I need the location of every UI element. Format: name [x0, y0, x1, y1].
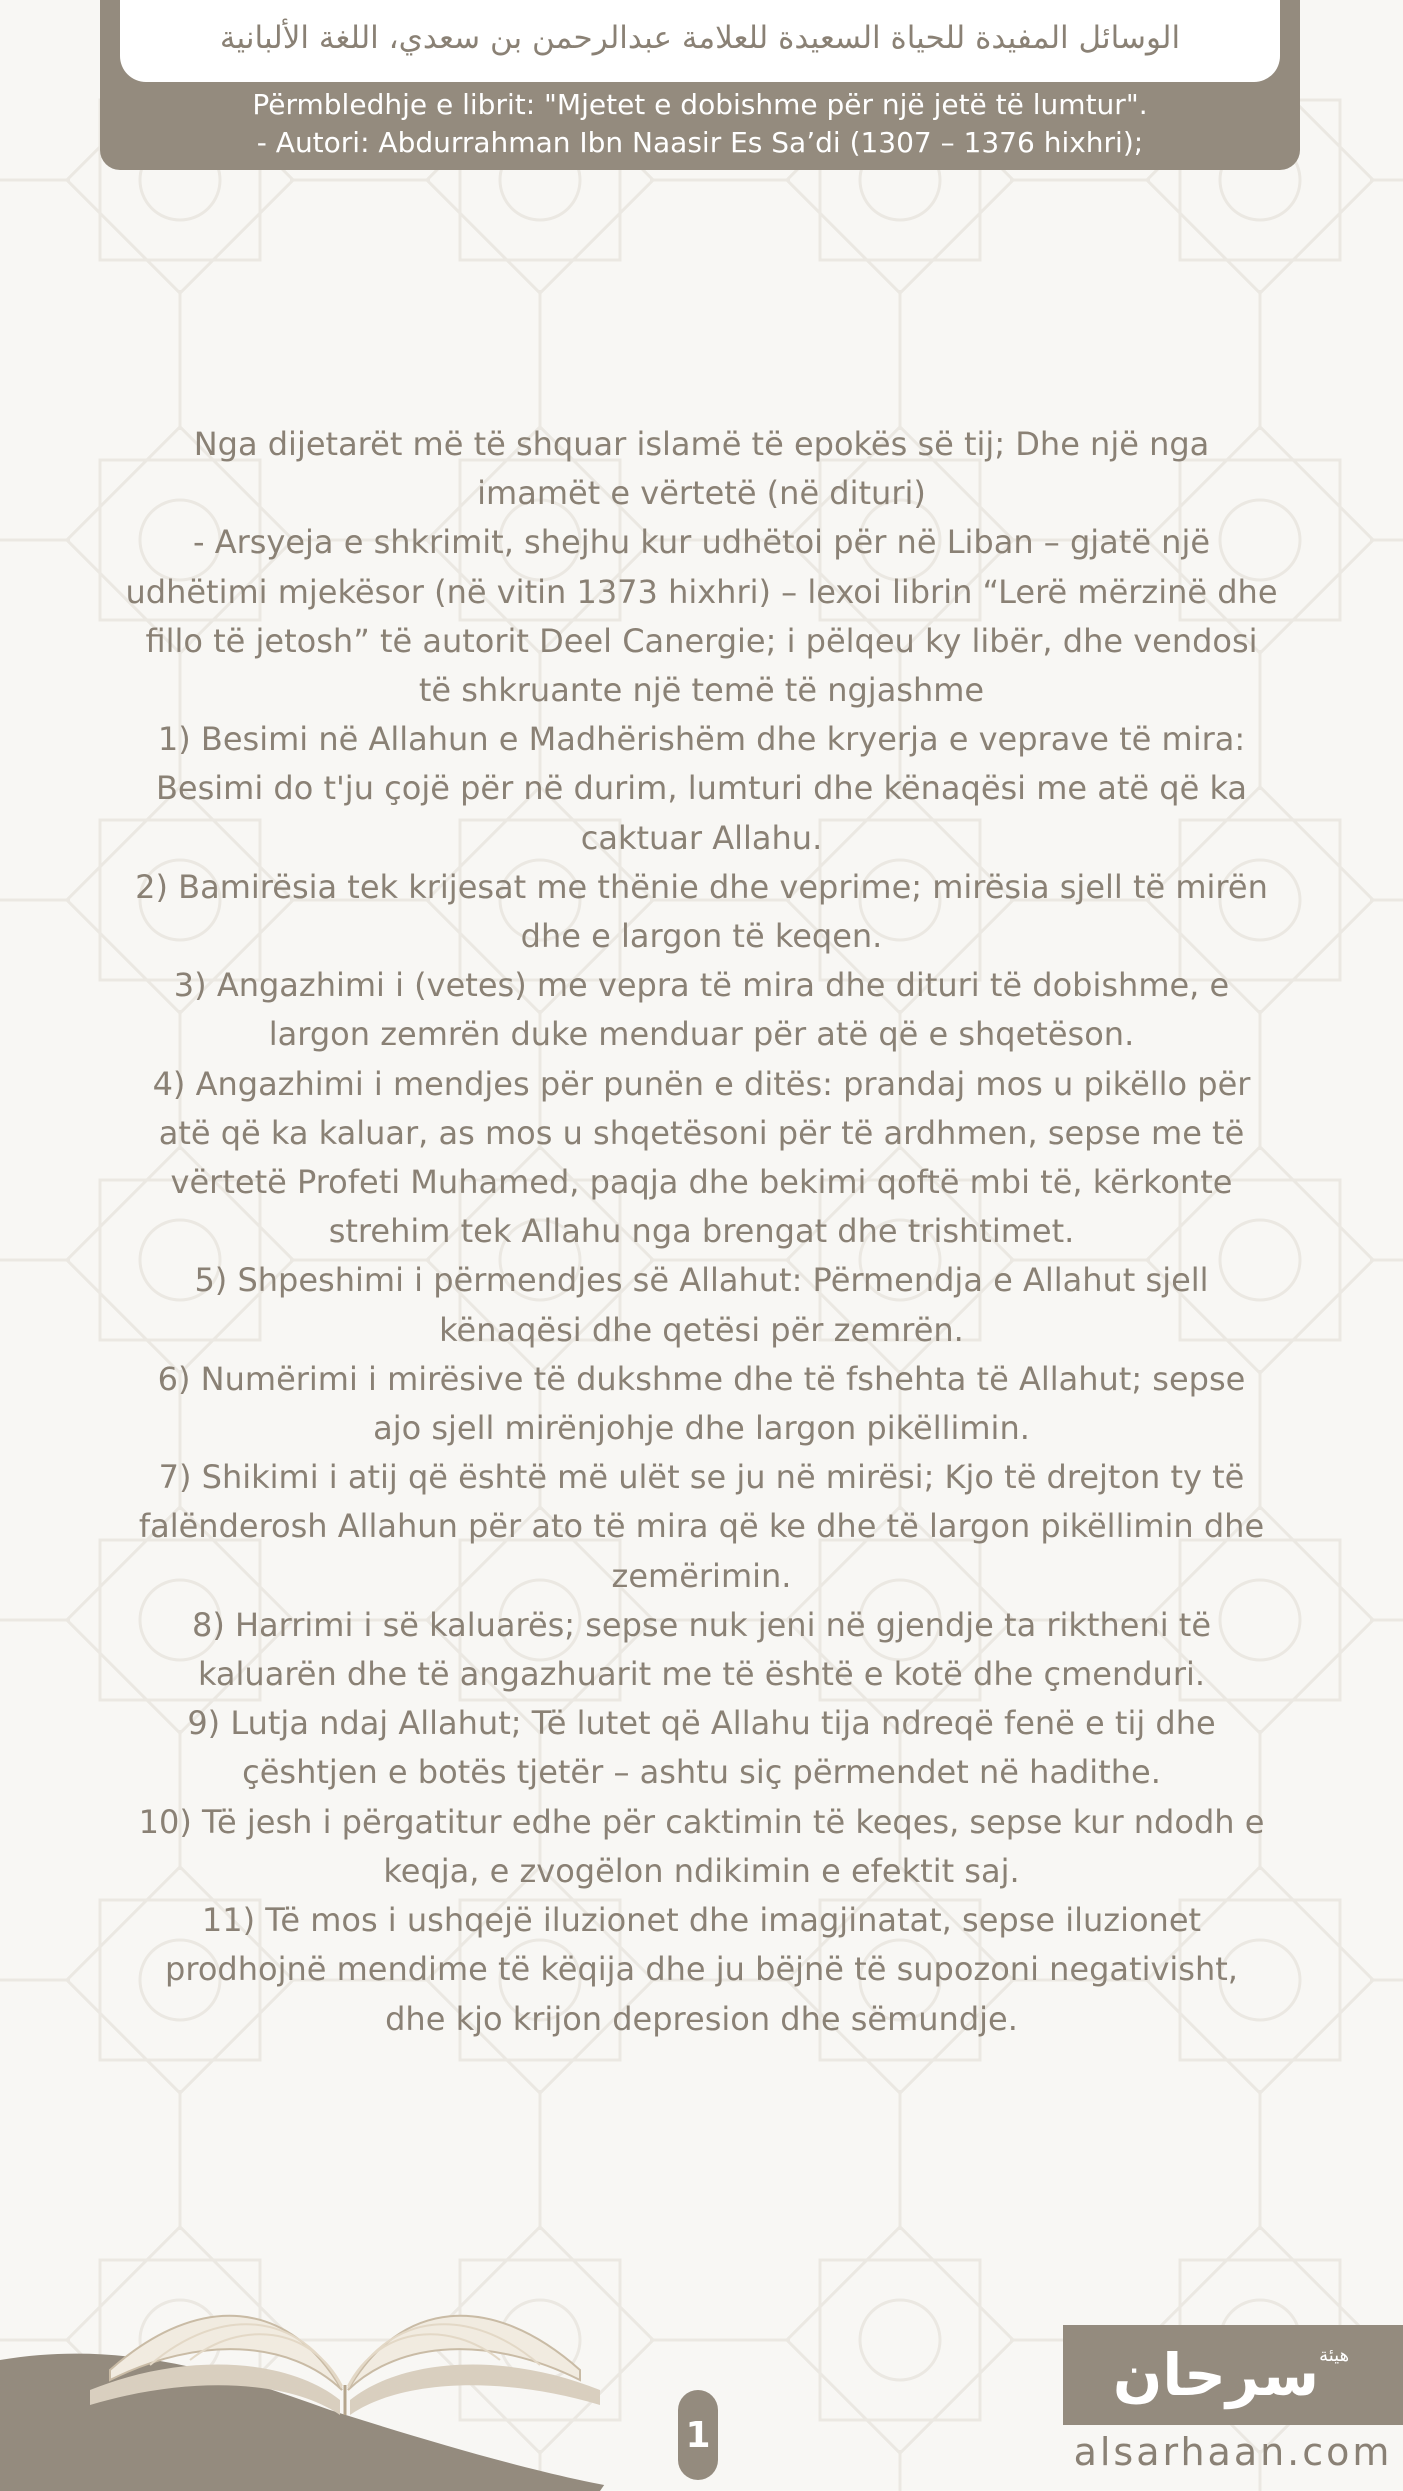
page-number: 1	[678, 2390, 718, 2480]
logo-small-text: هيئة	[1319, 2345, 1350, 2366]
text-line: atë që ka kaluar, as mos u shqetësoni për të ardhmen, sepse me të	[158, 1113, 1245, 1152]
text-line: dhe kjo krijon depresion dhe sëmundje.	[385, 1999, 1018, 2038]
body-text	[60, 420, 1343, 2044]
text-line: - Arsyeja e shkrimit, shejhu kur udhëtoi për në Liban – gjatë një	[192, 523, 1211, 562]
text-line: 2) Bamirësia tek krijesat me thënie dhe veprime; mirësia sjell të mirën	[135, 867, 1268, 906]
text-line: kënaqësi dhe qetësi për zemrën.	[439, 1310, 964, 1349]
header-title-box	[120, 0, 1280, 82]
text-line: falënderosh Allahun për ato të mira që ke dhe të largon pikëllimin dhe	[138, 1507, 1265, 1546]
text-line: imamët e vërtetë (në dituri)	[477, 474, 926, 513]
website-url: alsarhaan.com	[1073, 2430, 1393, 2474]
text-line: 11) Të mos i ushqejë iluzionet dhe imagjinatat, sepse iluzionet	[201, 1901, 1202, 1940]
text-line: 10) Të jesh i përgatitur edhe për caktimin të keqes, sepse kur ndodh e	[138, 1802, 1265, 1841]
text-line: zemërimin.	[611, 1556, 792, 1595]
open-book-icon	[70, 2270, 620, 2420]
text-line: të shkruante një temë të ngjashme	[418, 671, 985, 710]
text-line: Besimi do t'ju çojë për në durim, lumturi dhe kënaqësi me atë që ka	[155, 769, 1248, 808]
text-line: 4) Angazhimi i mendjes për punën e ditës: prandaj mos u pikëllo për	[152, 1064, 1251, 1103]
text-line: 5) Shpeshimi i përmendjes së Allahut: Përmendja e Allahut sjell	[194, 1261, 1209, 1300]
header-subtitle	[100, 86, 1300, 162]
text-line: kaluarën dhe të angazhuarit me të është e kotë dhe çmenduri.	[197, 1655, 1206, 1694]
text-line: 6) Numërimi i mirësive të dukshme dhe të fshehta të Allahut; sepse	[157, 1359, 1246, 1398]
logo-text: سرحان	[1112, 2341, 1320, 2409]
text-line: 3) Angazhimi i (vetes) me vepra të mira dhe dituri të dobishme, e	[173, 966, 1230, 1005]
text-line: dhe e largon të keqen.	[520, 917, 883, 956]
text-line: 8) Harrimi i së kaluarës; sepse nuk jeni në gjendje ta riktheni të	[191, 1605, 1212, 1644]
text-line: 7) Shikimi i atij që është më ulët se ju në mirësi; Kjo të drejton ty të	[158, 1458, 1245, 1497]
book-summary-line: Përmbledhje e librit: "Mjetet e dobishme për një jetë të lumtur".	[252, 88, 1148, 121]
text-line: ajo sjell mirënjohje dhe largon pikëllimin.	[373, 1409, 1030, 1448]
text-line: 9) Lutja ndaj Allahut; Të lutet që Allahu tija ndreqë fenë e tij dhe	[187, 1704, 1216, 1743]
text-line: udhëtimi mjekësor (në vitin 1373 hixhri) – lexoi librin “Lerë mërzinë dhe	[125, 572, 1278, 611]
text-line: vërtetë Profeti Muhamed, paqja dhe bekimi qoftë mbi të, kërkonte	[170, 1163, 1233, 1202]
arabic-title: الوسائل المفيدة للحياة السعيدة للعلامة عبدالرحمن بن سعدي، اللغة الألبانية	[219, 20, 1181, 56]
text-line: fillo të jetosh” të autorit Deel Canergie; i pëlqeu ky libër, dhe vendosi	[145, 621, 1258, 660]
author-line: - Autori: Abdurrahman Ibn Naasir Es Sa’di (1307 – 1376 hixhri);	[256, 126, 1144, 159]
text-line: Nga dijetarët më të shquar islamë të epokës së tij; Dhe një nga	[193, 425, 1210, 463]
text-line: strehim tek Allahu nga brengat dhe trishtimet.	[328, 1212, 1075, 1251]
text-line: keqja, e zvogëlon ndikimin e efektit saj.	[383, 1851, 1020, 1890]
sarhaan-logo	[1063, 2325, 1403, 2425]
text-line: prodhojnë mendime të këqija dhe ju bëjnë të supozoni negativisht,	[165, 1950, 1238, 1989]
text-line: caktuar Allahu.	[580, 818, 823, 857]
text-line: çështjen e botës tjetër – ashtu siç përmendet në hadithe.	[242, 1753, 1161, 1792]
text-line: largon zemrën duke menduar për atë që e shqetëson.	[268, 1015, 1135, 1054]
text-line: 1) Besimi në Allahun e Madhërishëm dhe kryerja e veprave të mira:	[157, 720, 1246, 759]
